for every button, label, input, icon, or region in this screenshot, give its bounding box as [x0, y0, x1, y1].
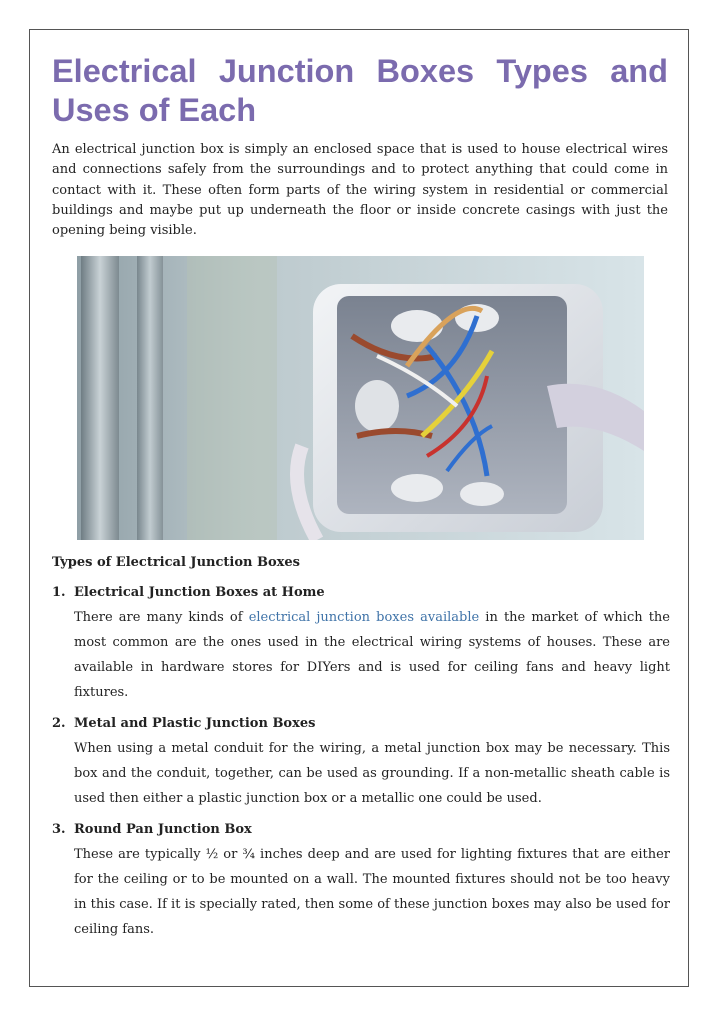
list-item: [52, 712, 670, 811]
list-item-number: 1.: [52, 585, 66, 600]
list-item-number: 2.: [52, 716, 66, 731]
intro-paragraph: An electrical junction box is simply an enclosed space that is used to house electrical wires and connections safely from the surroundings and to protect anything that could come in contact with it. These often form parts of the wiring system in residential or commercial buildings and maybe put up underneath the floor or inside concrete casings with just the opening being visible.: [52, 142, 668, 239]
list-item-body: [74, 605, 670, 705]
list-item-body: When using a metal conduit for the wiring, a metal junction box may be necessary. This box and the conduit, together, can be used as grounding. If a non-metallic sheath cable is used then either a plastic junction box or a metallic one could be used.: [74, 741, 670, 806]
body-text: There are many kinds of: [74, 610, 249, 625]
list-item-title: Round Pan Junction Box: [74, 822, 252, 837]
list-item: [52, 581, 670, 705]
list-item-title: Metal and Plastic Junction Boxes: [74, 716, 316, 731]
list-item: [52, 818, 670, 942]
junction-boxes-link[interactable]: electrical junction boxes available: [248, 610, 480, 625]
body-text: in the market of which the most common are the ones used in the electrical wiring systems of houses. These are available in hardware stores for DIYers and is used for ceiling fans and heavy light fixtures.: [74, 610, 670, 700]
types-list: [52, 581, 670, 949]
list-item-number: 3.: [52, 822, 66, 837]
list-item-body: These are typically ½ or ¾ inches deep and are used for lighting fixtures that are either for the ceiling or to be mounted on a wall. The mounted fixtures should not be too heavy in this case. If it is specially rated, then some of these junction boxes may also be used for ceiling fans.: [74, 847, 670, 937]
document-page: [29, 29, 689, 987]
section-heading: Types of Electrical Junction Boxes: [52, 555, 300, 570]
page-title: Electrical Junction Boxes Types and Uses of Each: [52, 53, 668, 128]
list-item-title: Electrical Junction Boxes at Home: [74, 585, 325, 600]
junction-box-photo: [77, 256, 644, 540]
